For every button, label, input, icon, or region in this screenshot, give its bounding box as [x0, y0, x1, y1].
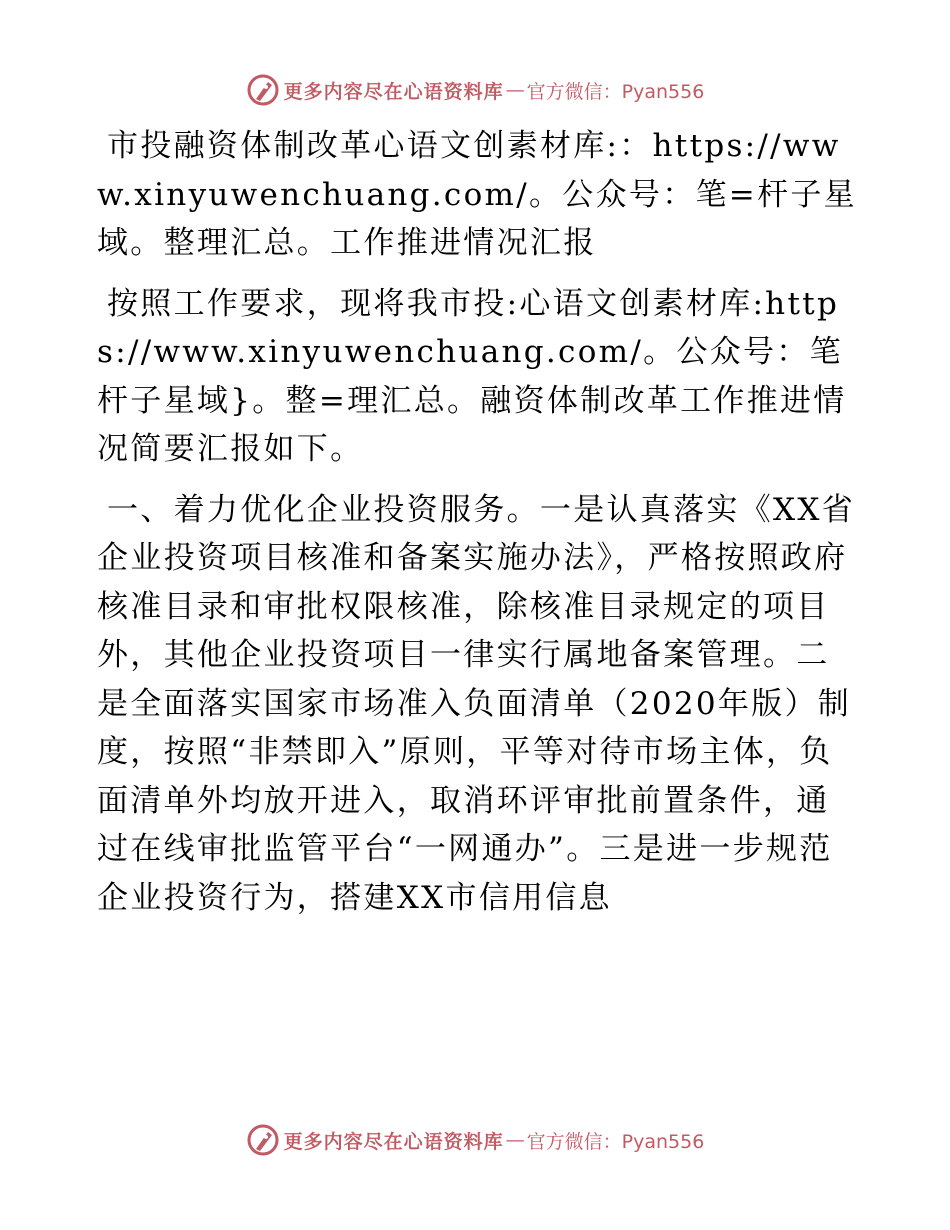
- banner-separator: —: [505, 79, 525, 101]
- banner-contact: 官方微信：Pyan556: [526, 1130, 705, 1153]
- pen-nib-icon: [246, 73, 280, 107]
- banner-separator: —: [505, 1129, 525, 1151]
- banner-slogan: 更多内容尽在心语资料库: [283, 1130, 504, 1153]
- footer-banner: [0, 1120, 950, 1160]
- banner-slogan: 更多内容尽在心语资料库: [283, 80, 504, 103]
- paragraph-section-1: 一、着力优化企业投资服务。一是认真落实《XX省企业投资项目核准和备案实施办法》，严格按照政府核准目录和审批权限核准，除核准目录规定的项目外，其他企业投资项目一律实行属地备案管理。二是全面落实国家市场准入负面清单（2020年版）制度，按照“非禁即入”原则，平等对待市场主体，负面清单外均放开进入，取消环评审批前置条件，通过在线审批监管平台“一网通办”。三是进一步规范企业投资行为，搭建XX市信用信息: [97, 491, 856, 916]
- banner-contact: 官方微信：Pyan556: [526, 80, 705, 103]
- paragraph-title: 市投融资体制改革心语文创素材库:：https://www.xinyuwenchuang.com/。公众号：笔=杆子星域。整理汇总。工作推进情况汇报: [97, 128, 857, 261]
- pen-nib-icon: [246, 1123, 280, 1157]
- document-body: [97, 122, 857, 934]
- header-banner: [0, 70, 950, 110]
- paragraph-intro: 按照工作要求，现将我市投:心语文创素材库:https://www.xinyuwenchuang.com/。公众号：笔杆子星域}。整=理汇总。融资体制改革工作推进情况简要汇报如下。: [97, 285, 847, 467]
